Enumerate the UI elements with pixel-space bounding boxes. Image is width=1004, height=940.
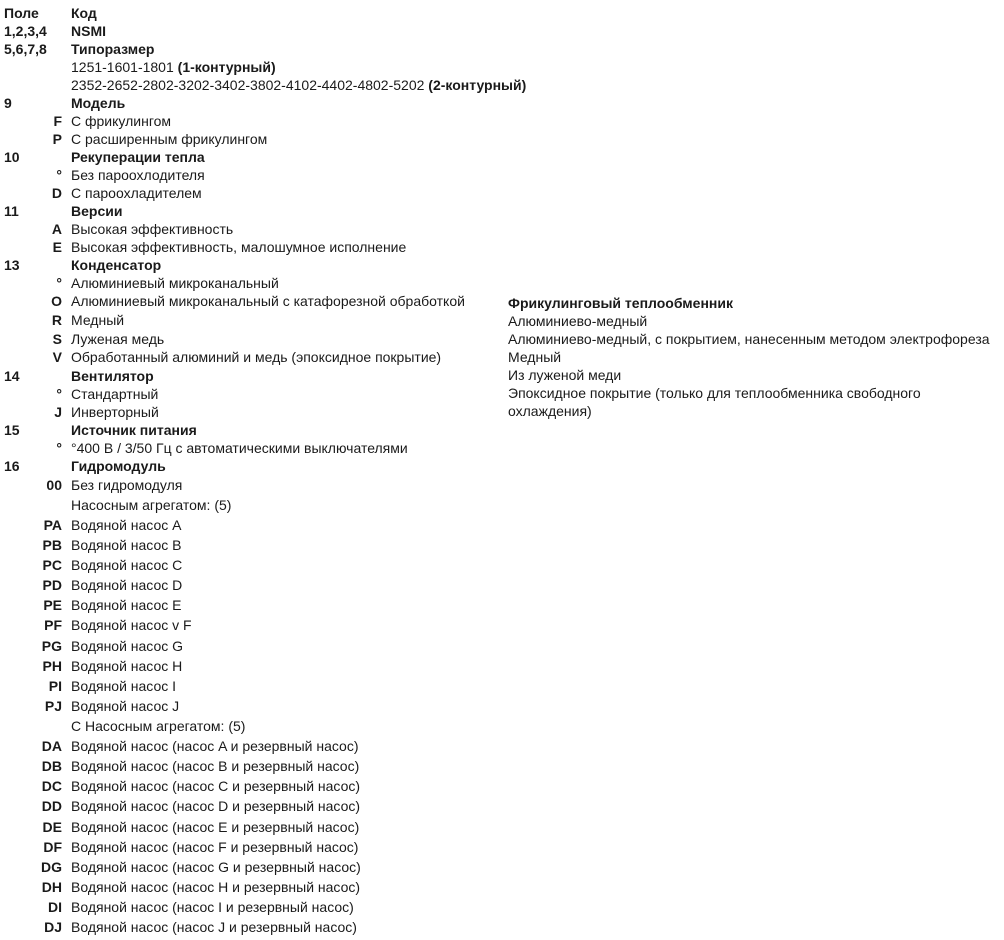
- section-key: 13: [4, 257, 20, 273]
- section-key: 14: [4, 368, 20, 384]
- option-code: O: [51, 293, 62, 309]
- size-list: 1251-1601-1801: [71, 59, 174, 75]
- option-text: Водяной насос (насос H и резервный насос): [71, 879, 361, 895]
- option-code: PI: [48, 678, 62, 694]
- option-text: Медный: [71, 312, 125, 328]
- section-key: 15: [4, 422, 20, 438]
- section-label: Модель: [71, 95, 126, 111]
- option-code: DI: [48, 899, 62, 915]
- option-text: Водяной насос (насос F и резервный насос): [71, 839, 359, 855]
- option-code: DH: [41, 879, 62, 895]
- option-code: PJ: [44, 698, 62, 714]
- section-key: 9: [4, 95, 12, 111]
- option-text: Водяной насос (насос D и резервный насос): [71, 798, 361, 814]
- option-code: A: [51, 221, 62, 237]
- freecooling-item: охлаждения): [508, 403, 592, 419]
- option-code: °: [56, 275, 62, 291]
- section-key: 5,6,7,8: [4, 41, 47, 57]
- option-text: Водяной насос B: [71, 537, 182, 553]
- option-code: D: [51, 185, 62, 201]
- pump-group-label: Насосным агрегатом: (5): [71, 497, 232, 513]
- option-code: J: [54, 404, 62, 420]
- option-text: Луженая медь: [71, 331, 165, 347]
- option-code: V: [52, 349, 62, 365]
- section-label: Конденсатор: [71, 257, 162, 273]
- option-code: PF: [44, 617, 62, 633]
- size-circuit-tag: (1-контурный): [177, 59, 276, 75]
- option-code: E: [52, 239, 62, 255]
- freecooling-item: Алюминиево-медный: [508, 313, 648, 329]
- option-code: °: [56, 386, 62, 402]
- option-code: PC: [42, 557, 62, 573]
- option-code: DE: [42, 819, 62, 835]
- option-code: 00: [46, 477, 62, 493]
- option-text: Водяной насос (насос G и резервный насос): [71, 859, 361, 875]
- option-text: Алюминиевый микроканальный с катафорезной обработкой: [71, 293, 465, 309]
- option-text: Высокая эффективность, малошумное исполнение: [71, 239, 407, 255]
- option-code: PA: [43, 517, 62, 533]
- option-text: Водяной насос (насос J и резервный насос): [71, 919, 357, 935]
- section-label: NSMI: [71, 23, 106, 39]
- option-code: DA: [41, 738, 62, 754]
- option-text: Водяной насос (насос A и резервный насос): [71, 738, 359, 754]
- option-code: R: [51, 312, 62, 328]
- option-text: Водяной насос D: [71, 577, 183, 593]
- option-text: Водяной насос J: [71, 698, 180, 714]
- option-text: Водяной насос v F: [71, 617, 192, 633]
- section-key: 1,2,3,4: [4, 23, 47, 39]
- option-text: Алюминиевый микроканальный: [71, 275, 279, 291]
- option-text: Водяной насос C: [71, 557, 183, 573]
- option-text: Стандартный: [71, 386, 159, 402]
- option-code: °: [56, 167, 62, 183]
- section-label: Источник питания: [71, 422, 197, 438]
- option-text: Без пароохлодителя: [71, 167, 205, 183]
- option-text: С фрикулингом: [71, 113, 172, 129]
- freecooling-column: [508, 294, 990, 420]
- freecooling-item: Из луженой меди: [508, 367, 622, 383]
- freecooling-item: Алюминиево-медный, с покрытием, нанесенным методом электрофореза: [508, 331, 990, 347]
- option-code: PE: [43, 597, 62, 613]
- freecooling-item: Медный: [508, 349, 562, 365]
- option-code: DD: [41, 798, 62, 814]
- option-text: Водяной насос I: [71, 678, 177, 694]
- option-text: Обработанный алюминий и медь (эпоксидное покрытие): [71, 349, 442, 365]
- option-code: S: [52, 331, 62, 347]
- option-text: Без гидромодуля: [71, 477, 183, 493]
- option-text: Инверторный: [71, 404, 159, 420]
- option-text: С расширенным фрикулингом: [71, 131, 268, 147]
- section-label: Гидромодуль: [71, 458, 166, 474]
- option-text: Водяной насос H: [71, 658, 183, 674]
- option-code: DC: [41, 778, 62, 794]
- double-pump-group-label: С Насосным агрегатом: (5): [71, 718, 246, 734]
- option-text: Водяной насос E: [71, 597, 182, 613]
- option-code: PH: [42, 658, 62, 674]
- size-values: [71, 76, 526, 94]
- section-label: Типоразмер: [71, 41, 155, 57]
- section-label: Вентилятор: [71, 368, 154, 384]
- option-text: Водяной насос (насос I и резервный насос): [71, 899, 354, 915]
- section-key: 16: [4, 458, 20, 474]
- option-text: Водяной насос (насос B и резервный насос): [71, 758, 360, 774]
- option-code: PB: [42, 537, 62, 553]
- size-list: 2352-2652-2802-3202-3402-3802-4102-4402-4802-5202: [71, 77, 425, 93]
- size-values: [71, 58, 276, 76]
- option-text: Водяной насос G: [71, 638, 184, 654]
- section-label: Версии: [71, 203, 123, 219]
- option-text: Высокая эффективность: [71, 221, 234, 237]
- option-text: Водяной насос (насос E и резервный насос): [71, 819, 360, 835]
- section-label: Рекуперации тепла: [71, 149, 205, 165]
- option-code: DG: [41, 859, 62, 875]
- option-code: P: [52, 131, 62, 147]
- option-text: С пароохладителем: [71, 185, 202, 201]
- option-text: °400 В / 3/50 Гц с автоматическими выключателями: [71, 440, 408, 456]
- option-code: DJ: [44, 919, 62, 935]
- option-code: DF: [43, 839, 62, 855]
- freecooling-title: Фрикулинговый теплообменник: [508, 295, 733, 311]
- option-code: F: [53, 113, 62, 129]
- option-code: PD: [42, 577, 62, 593]
- option-code: DB: [41, 758, 62, 774]
- option-code: °: [56, 440, 62, 456]
- header-code: Код: [71, 5, 97, 21]
- freecooling-item: Эпоксидное покрытие (только для теплообменника свободного: [508, 385, 921, 401]
- header-field: Поле: [4, 5, 39, 21]
- option-code: PG: [41, 638, 62, 654]
- option-text: Водяной насос A: [71, 517, 182, 533]
- option-text: Водяной насос (насос C и резервный насос): [71, 778, 361, 794]
- section-key: 11: [4, 203, 19, 219]
- size-circuit-tag: (2-контурный): [428, 77, 527, 93]
- section-key: 10: [4, 149, 20, 165]
